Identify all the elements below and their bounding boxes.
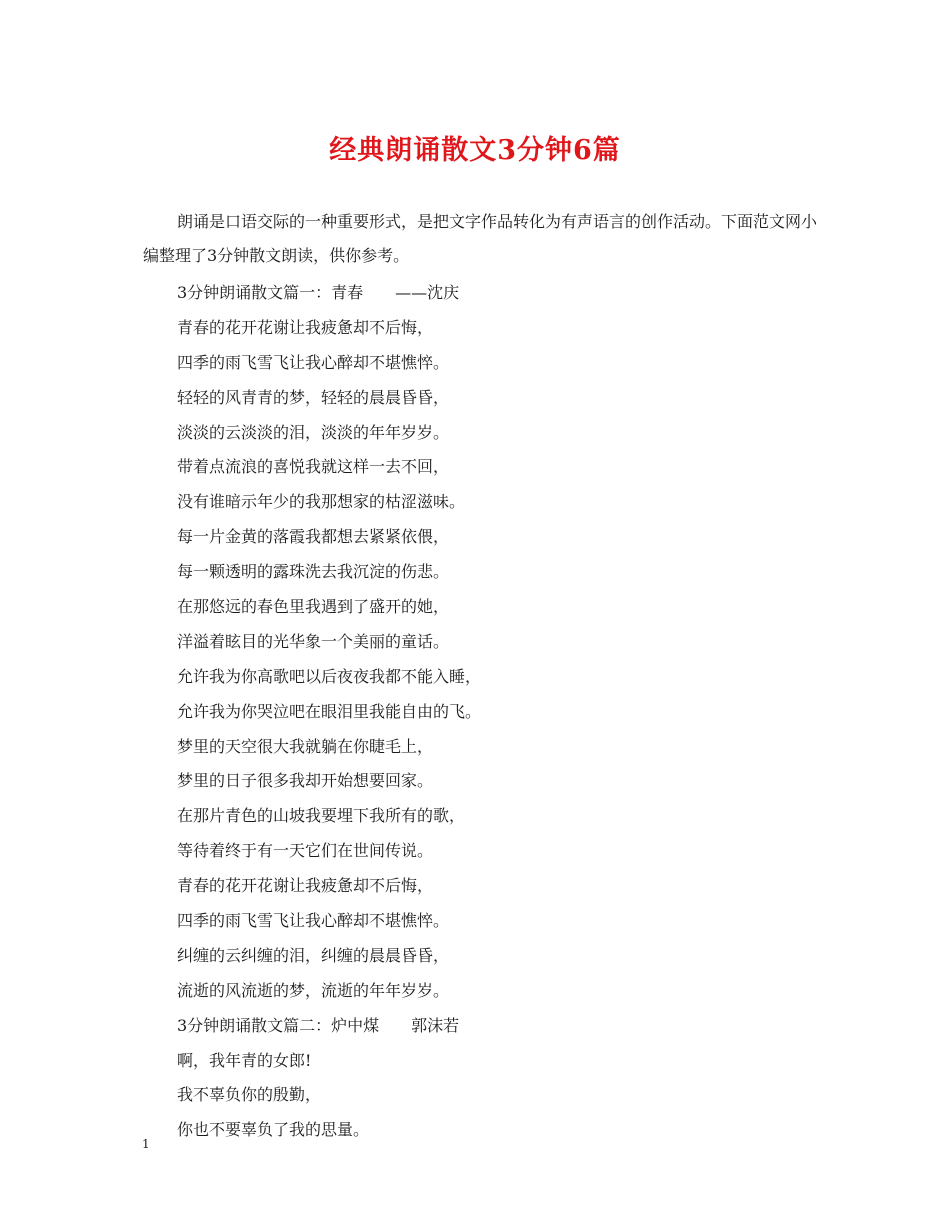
poem-line: 允许我为你高歌吧以后夜夜我都不能入睡，: [177, 666, 482, 686]
poem-line: 青春的花开花谢让我疲惫却不后悔，: [177, 876, 434, 896]
poem-line: 你也不要辜负了我的思量。: [177, 1120, 370, 1140]
poem-line: 洋溢着眩目的光华象一个美丽的童话。: [177, 631, 450, 651]
poem-line: 四季的雨飞雪飞让我心醉却不堪憔悴。: [177, 352, 450, 372]
poem-line: 青春的花开花谢让我疲惫却不后悔，: [177, 317, 434, 337]
poem-line: 梦里的天空很大我就躺在你睫毛上，: [177, 736, 434, 756]
poem-line: 带着点流浪的喜悦我就这样一去不回，: [177, 457, 450, 477]
poem-line: 没有谁暗示年少的我那想家的枯涩滋味。: [177, 492, 466, 512]
poem-line: 等待着终于有一天它们在世间传说。: [177, 841, 434, 861]
page-number: 1: [142, 1137, 150, 1151]
poem-line: 3分钟朗诵散文篇一：青春 ——沈庆: [177, 283, 460, 302]
poem-line: 在那片青色的山坡我要埋下我所有的歌，: [177, 806, 466, 826]
poem-line: 四季的雨飞雪飞让我心醉却不堪憔悴。: [177, 911, 450, 931]
poem-line: 在那悠远的春色里我遇到了盛开的她，: [177, 597, 450, 617]
poem-line: 每一颗透明的露珠洗去我沉淀的伤悲。: [177, 562, 450, 582]
poem-line: 淡淡的云淡淡的泪，淡淡的年年岁岁。: [177, 422, 450, 442]
poem-line: 我不辜负你的殷勤，: [177, 1085, 322, 1105]
poem-line: 3分钟朗诵散文篇二：炉中煤 郭沫若: [177, 1015, 460, 1035]
poem-line: 允许我为你哭泣吧在眼泪里我能自由的飞。: [177, 701, 482, 721]
poem-line: 流逝的风流逝的梦，流逝的年年岁岁。: [177, 980, 450, 1000]
poem-line: 梦里的日子很多我却开始想要回家。: [177, 771, 434, 791]
poem-line: 啊，我年青的女郎!: [177, 1050, 312, 1070]
poem-line: 每一片金黄的落霞我都想去紧紧依偎，: [177, 527, 450, 547]
document-title: 经典朗诵散文3分钟6篇: [329, 135, 621, 166]
poem-lines: [177, 276, 481, 1148]
poem-line: 轻轻的风青青的梦，轻轻的晨晨昏昏，: [177, 387, 450, 407]
intro-paragraph: 朗诵是口语交际的一种重要形式，是把文字作品转化为有声语言的创作活动。下面范文网小编整理了3分钟散文朗读，供你参考。: [143, 212, 818, 265]
poem-line: 纠缠的云纠缠的泪，纠缠的晨晨昏昏，: [177, 945, 450, 965]
